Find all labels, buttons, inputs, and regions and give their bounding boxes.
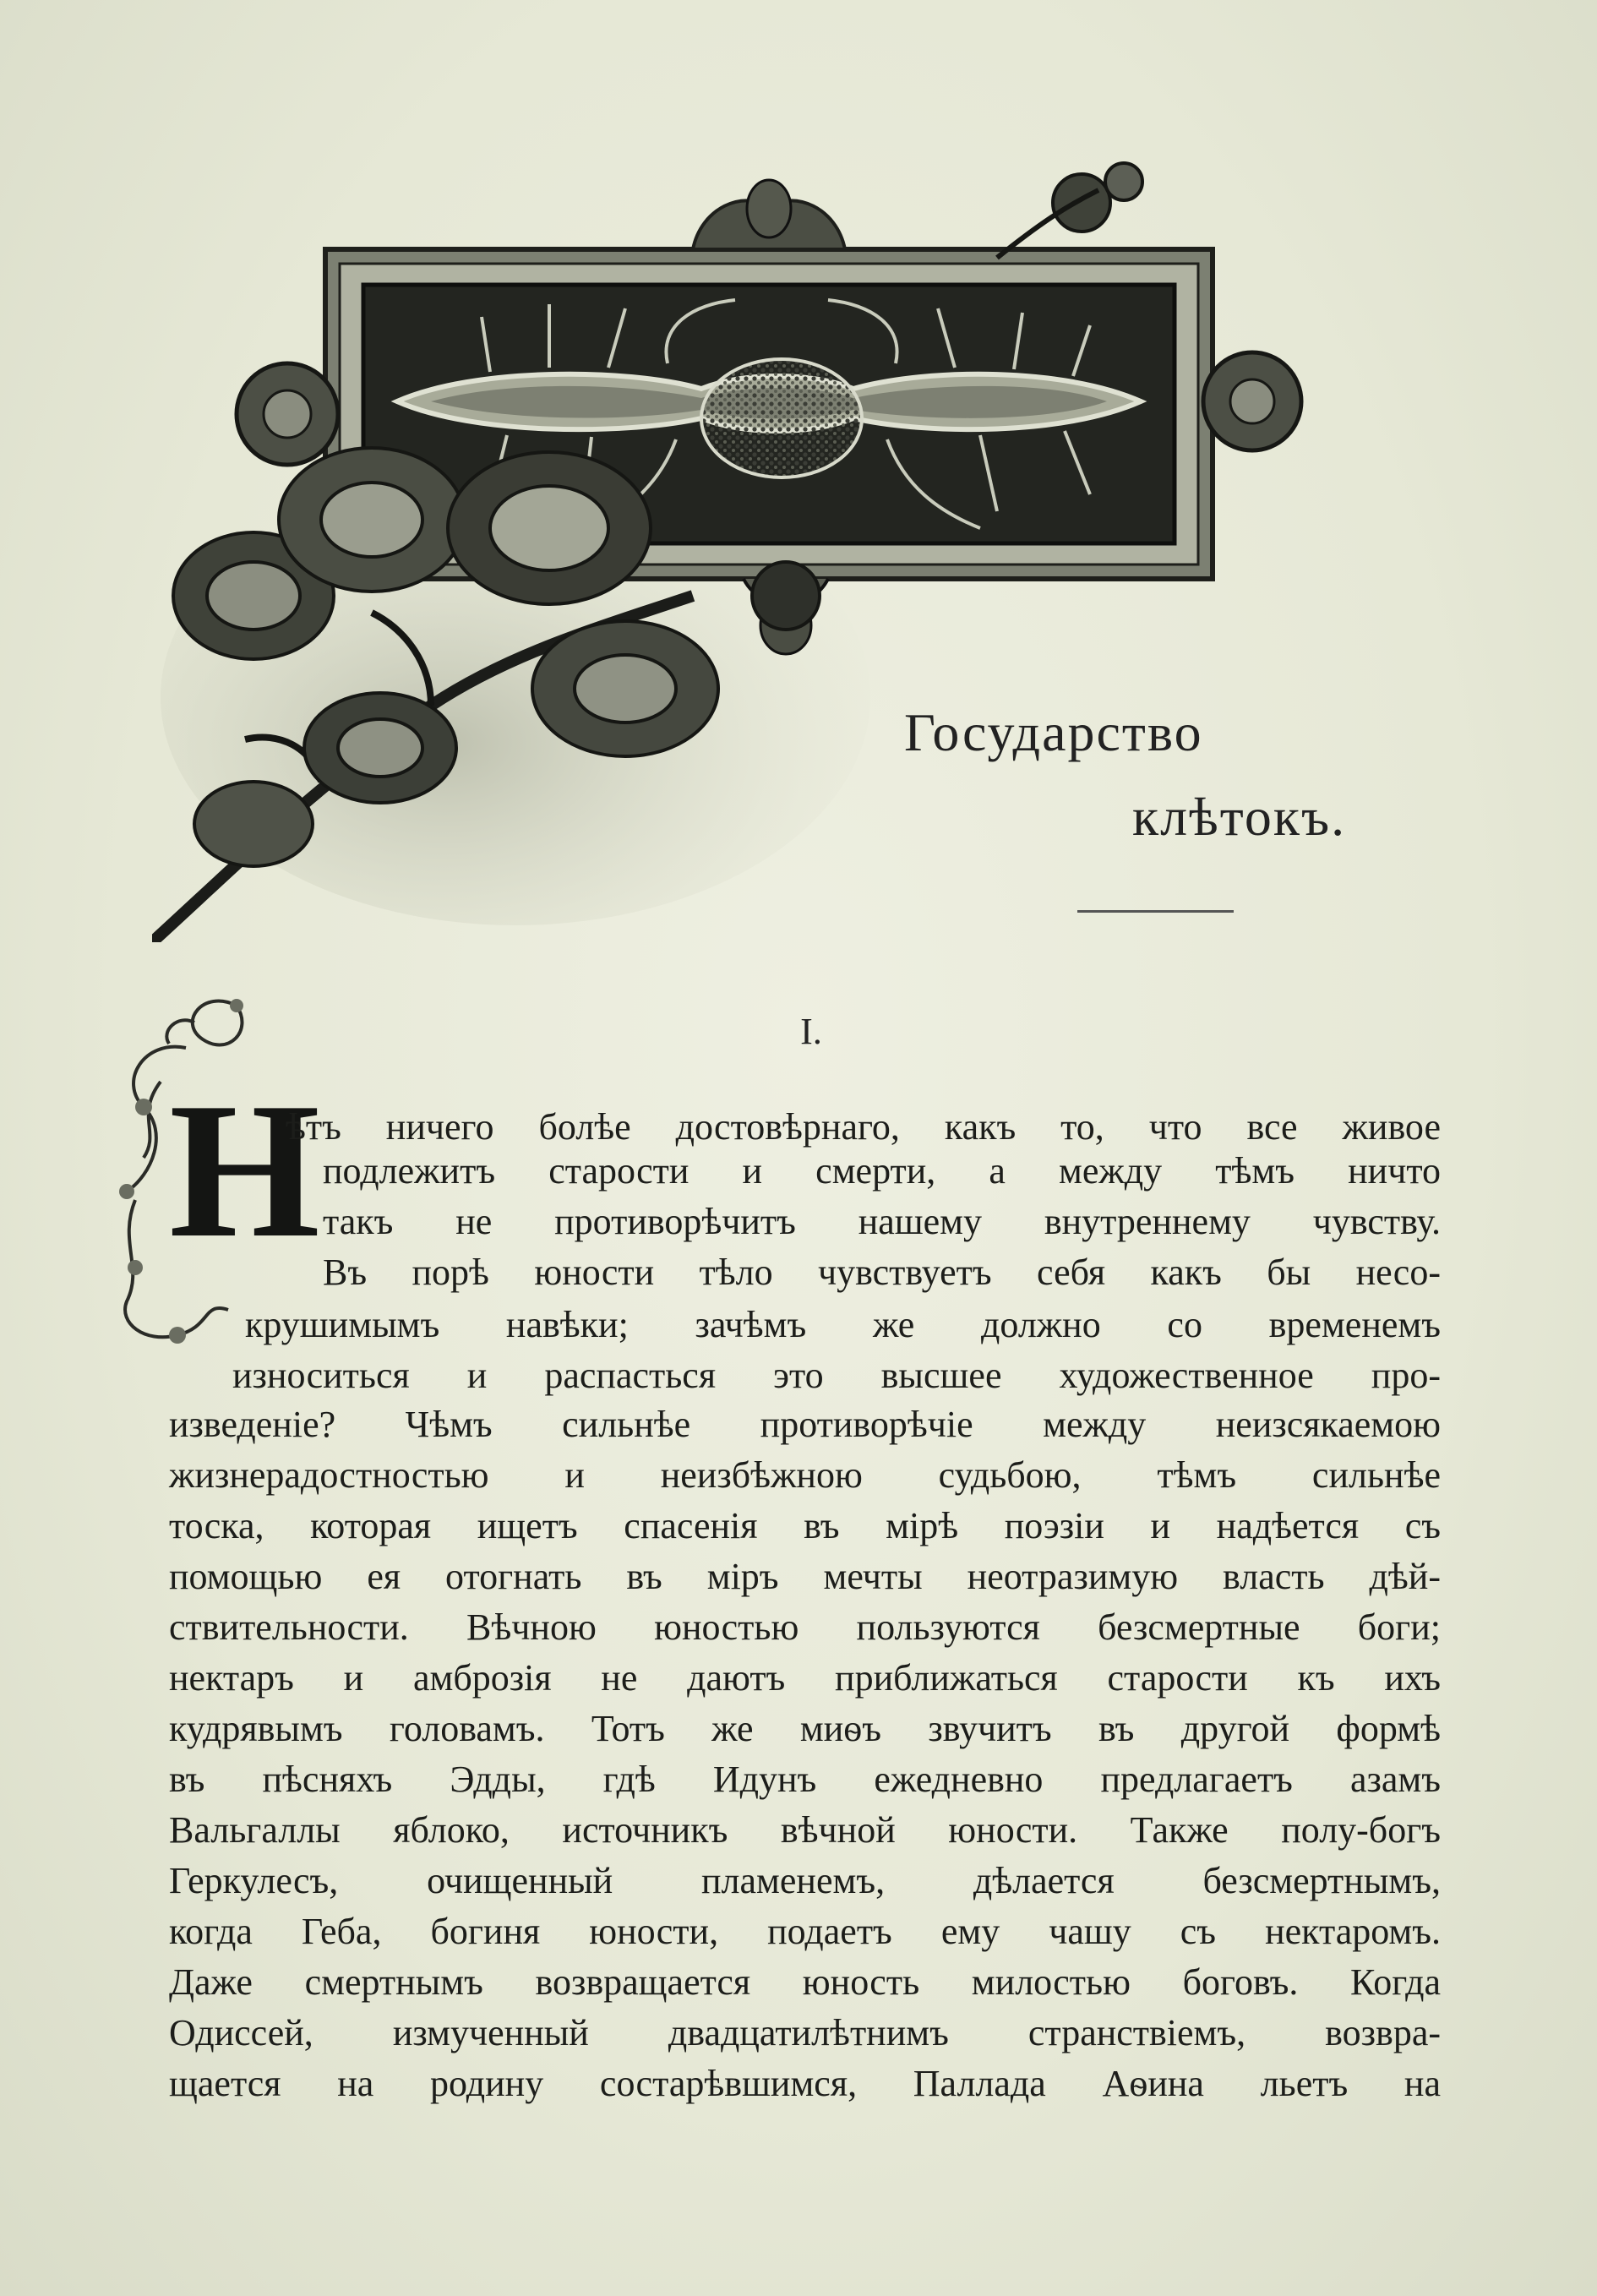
section-number: I.	[800, 1011, 822, 1052]
body-line: когда Геба, богиня юности, подаетъ ему чашу съ нектаромъ.	[169, 1911, 1441, 1952]
body-line: Одиссей, измученный двадцатилѣтнимъ странствіемъ, возвра-	[169, 2012, 1441, 2053]
body-line: Вальгаллы яблоко, источникъ вѣчной юности. Также полу-богъ	[169, 1809, 1441, 1851]
body-line: ѣтъ ничего болѣе достовѣрнаго, какъ то, что все живое	[286, 1106, 1441, 1148]
body-line: ствительности. Вѣчною юностью пользуются безсмертные боги;	[169, 1606, 1441, 1648]
body-line: Въ порѣ юности тѣло чувствуетъ себя какъ бы несо-	[323, 1252, 1441, 1293]
body-line: кудрявымъ головамъ. Тотъ же миѳъ звучитъ въ другой формѣ	[169, 1708, 1441, 1749]
body-line: нектаръ и амброзія не даютъ приближаться старости къ ихъ	[169, 1657, 1441, 1699]
body-line: тоска, которая ищетъ спасенія въ мірѣ поэзіи и надѣется съ	[169, 1505, 1441, 1546]
body-line: подлежитъ старости и смерти, а между тѣмъ ничто	[323, 1150, 1441, 1192]
title-rule	[1077, 910, 1234, 913]
body-line: щается на родину состарѣвшимся, Паллада Аѳина льетъ на	[169, 2063, 1441, 2104]
chapter-title-line2: клѣтокъ.	[1132, 787, 1347, 847]
chapter-title-line1: Государство	[904, 702, 1203, 762]
body-line: помощью ея отогнать въ міръ мечты неотразимую власть дѣй-	[169, 1556, 1441, 1597]
body-line: изведеніе? Чѣмъ сильнѣе противорѣчіе между неизсякаемою	[169, 1404, 1441, 1445]
body-line: крушимымъ навѣки; зачѣмъ же должно со временемъ	[245, 1304, 1441, 1345]
body-line: въ пѣсняхъ Эдды, гдѣ Идунъ ежедневно предлагаетъ азамъ	[169, 1759, 1441, 1800]
body-line: жизнерадостностью и неизбѣжною судьбою, тѣмъ сильнѣе	[169, 1454, 1441, 1496]
body-line: износиться и распасться это высшее художественное про-	[232, 1355, 1441, 1396]
body-line: Геркулесъ, очищенный пламенемъ, дѣлается безсмертнымъ,	[169, 1860, 1441, 1901]
chapter-title	[845, 701, 1386, 870]
body-line: такъ не противорѣчитъ нашему внутреннему чувству.	[323, 1201, 1441, 1242]
initial-letter: Н	[169, 1062, 320, 1278]
body-line: Даже смертнымъ возвращается юность милостью боговъ. Когда	[169, 1961, 1441, 2003]
